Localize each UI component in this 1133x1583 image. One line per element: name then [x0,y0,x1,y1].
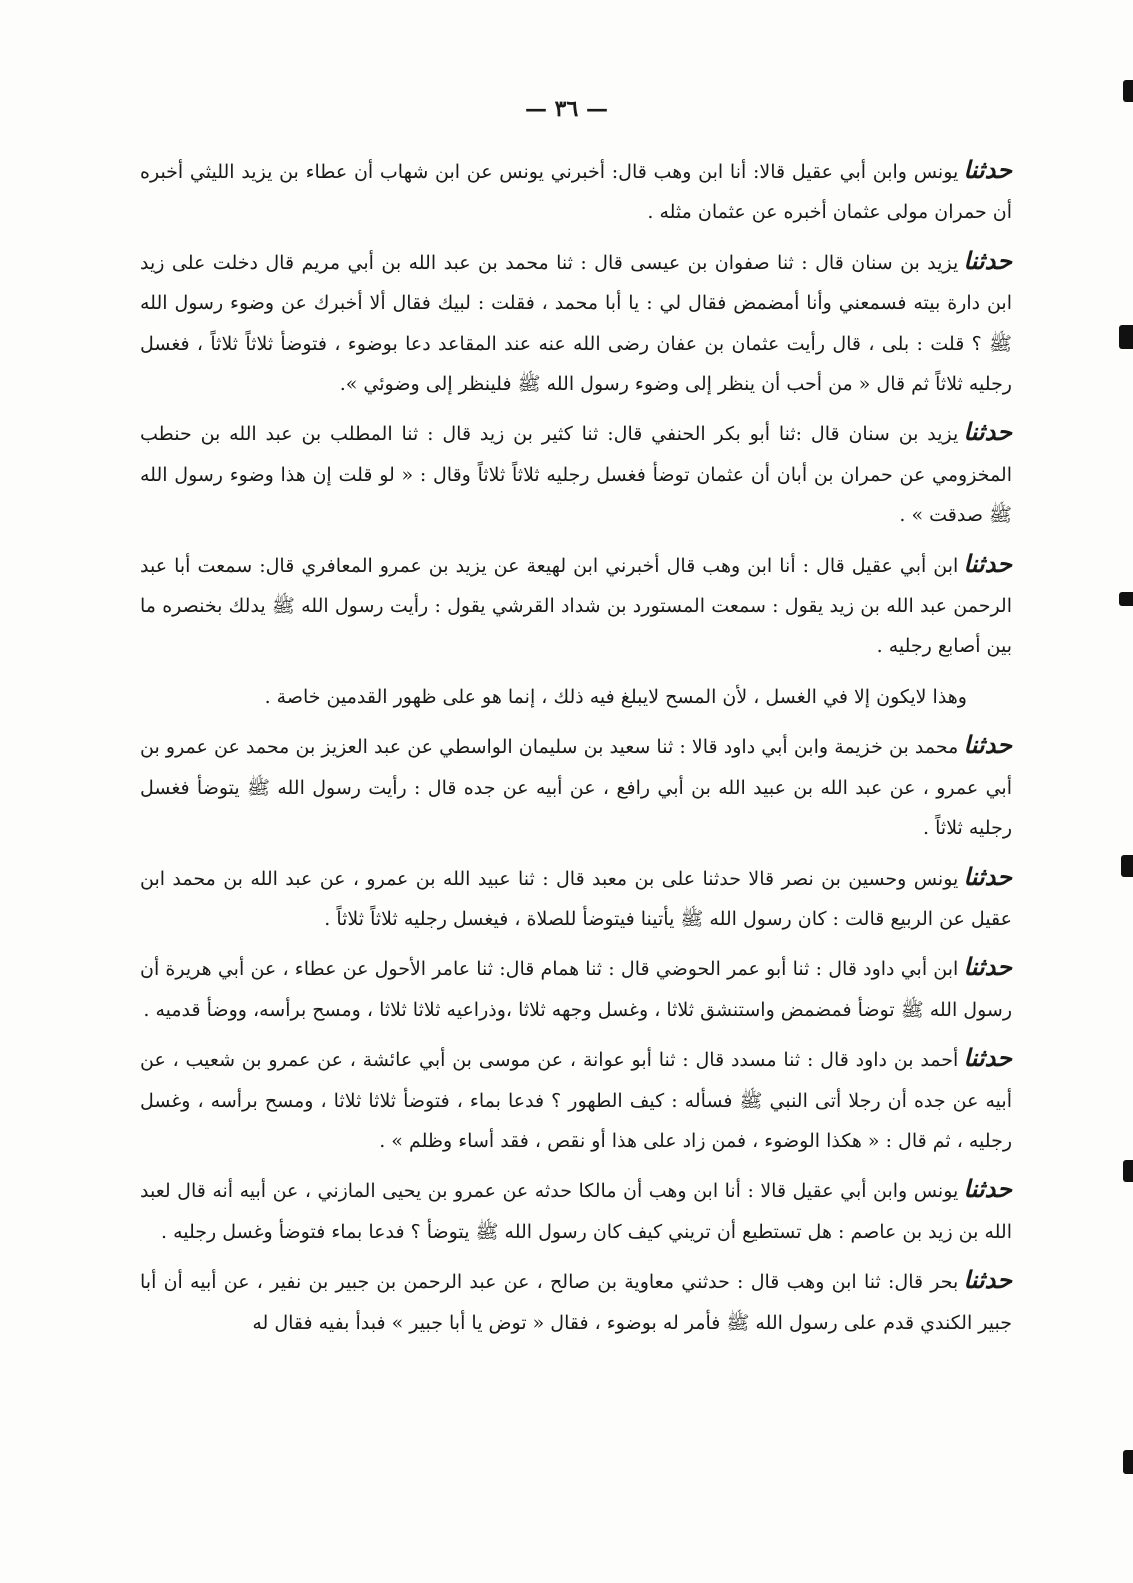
hadith-text: أحمد بن داود قال : ثنا مسدد قال : ثنا أبو عوانة ، عن موسى بن أبي عائشة ، عن عمرو بن شعيب ، عن أبيه عن جده أن رجلا أتى النبي ﷺ فسأله : كيف الطهور ؟ فدعا بماء ، فتوضأ ثلاثا ثلاثا ، ومسح برأسه ، وغسل رجليه ، ثم قال : « هكذا الوضوء ، فمن زاد على هذا أو نقص ، فقد أساء وظلم » . [140,1049,1012,1152]
hadith-text: ابن أبي داود قال : ثنا أبو عمر الحوضي قال : ثنا همام قال: ثنا عامر الأحول عن عطاء ، عن أبي هريرة أن رسول الله ﷺ توضأ فمضمض واستنشق ثلاثا ، وغسل وجهه ثلاثا ،وذراعيه ثلاثا ثلاثا ، ومسح برأسه، ووضأ قدميه . [140,958,1012,1021]
margin-mark [1123,1450,1133,1474]
margin-mark [1123,1160,1133,1182]
hadith-paragraph [140,412,1012,535]
page-body [140,150,1012,1351]
margin-mark [1119,325,1133,349]
hadith-lead-word: حدثنا [963,548,1012,578]
hadith-lead-word: حدثنا [963,1043,1012,1073]
hadith-text: يونس وابن أبي عقيل قالا: أنا ابن وهب قال: أخبرني يونس عن ابن شهاب أن عطاء بن يزيد الليثي أخبره أن حمران مولى عثمان أخبره عن عثمان مثله . [140,161,1012,224]
hadith-text: ابن أبي عقيل قال : أنا ابن وهب قال أخبرني ابن لهيعة عن يزيد بن عمرو المعافري قال: سمعت أبا عبد الرحمن عبد الله بن زيد يقول : سمعت المستورد بن شداد القرشي يقول : رأيت رسول الله ﷺ يدلك بخنصره ما بين أصابع رجليه . [140,554,1012,658]
hadith-lead-word: حدثنا [963,1265,1012,1295]
margin-mark [1123,80,1133,102]
hadith-text: يزيد بن سنان قال :ثنا أبو بكر الحنفي قال: ثنا كثير بن زيد قال : ثنا المطلب بن عبد الله بن حنطب المخزومي عن حمران بن أبان أن عثمان توضأ فغسل رجليه ثلاثاً ثلاثاً وقال : « لو قلت إن هذا وضوء رسول الله ﷺ صدقت » . [140,423,1012,527]
hadith-text: بحر قال: ثنا ابن وهب قال : حدثني معاوية بن صالح ، عن عبد الرحمن بن جبير بن نفير ، عن أبيه أن أبا جبير الكندي قدم على رسول الله ﷺ فأمر له بوضوء ، فقال « توض يا أبا جبير » فبدأ بفيه فقال له [140,1271,1012,1334]
hadith-paragraph [140,544,1012,667]
hadith-lead-word: حدثنا [963,417,1012,447]
commentary-text: وهذا لايكون إلا في الغسل ، لأن المسح لايبلغ فيه ذلك ، إنما هو على ظهور القدمين خاصة . [264,685,967,708]
commentary-paragraph [140,675,1012,717]
hadith-text: محمد بن خزيمة وابن أبي داود قالا : ثنا سعيد بن سليمان الواسطي عن عبد العزيز بن محمد عن عمرو بن أبي عمرو ، عن عبد الله بن عبيد الله بن أبي رافع ، عن أبيه عن جده قال : رأيت رسول الله ﷺ يتوضأ فغسل رجليه ثلاثاً . [140,736,1012,840]
hadith-paragraph [140,241,1012,405]
hadith-paragraph [140,150,1012,233]
hadith-lead-word: حدثنا [963,861,1012,891]
hadith-text: يونس وابن أبي عقيل قالا : أنا ابن وهب أن مالكا حدثه عن عمرو بن يحيى المازني ، عن أبيه أنه قال لعبد الله بن زيد بن عاصم : هل تستطيع أن تريني كيف كان رسول الله ﷺ يتوضأ ؟ فدعا بماء فتوضأ وغسل رجليه . [140,1180,1012,1243]
hadith-text: يزيد بن سنان قال : ثنا صفوان بن عيسى قال : ثنا محمد بن عبد الله بن أبي مريم قال دخلت على زيد ابن دارة بيته فسمعني وأنا أمضمض فقال لي : يا أبا محمد ، فقلت : لبيك فقال ألا أخبرك عن وضوء رسول الله ﷺ ؟ قلت : بلى ، قال رأيت عثمان بن عفان رضى الله عنه عند المقاعد دعا بوضوء ، فتوضأ ثلاثاً ثلاثاً ، فغسل رجليه ثلاثاً ثم قال « من أحب أن ينظر إلى وضوء رسول الله ﷺ فلينظر إلى وضوئي ». [140,251,1012,396]
hadith-paragraph [140,1169,1012,1252]
page-number: — ٣٦ — [525,96,608,122]
hadith-paragraph [140,725,1012,848]
hadith-lead-word: حدثنا [963,1174,1012,1204]
hadith-paragraph [140,1038,1012,1161]
hadith-paragraph [140,857,1012,940]
hadith-lead-word: حدثنا [963,952,1012,982]
hadith-lead-word: حدثنا [963,245,1012,275]
hadith-text: يونس وحسين بن نصر قالا حدثنا على بن معبد قال : ثنا عبيد الله بن عمرو ، عن عبد الله بن محمد ابن عقيل عن الربيع قالت : كان رسول الله ﷺ يأتينا فيتوضأ للصلاة ، فيغسل رجليه ثلاثاً ثلاثاً . [140,867,1012,930]
hadith-lead-word: حدثنا [963,730,1012,760]
hadith-paragraph [140,1260,1012,1343]
margin-mark [1119,592,1133,606]
hadith-paragraph [140,947,1012,1030]
hadith-lead-word: حدثنا [963,155,1012,184]
margin-mark [1121,855,1133,877]
